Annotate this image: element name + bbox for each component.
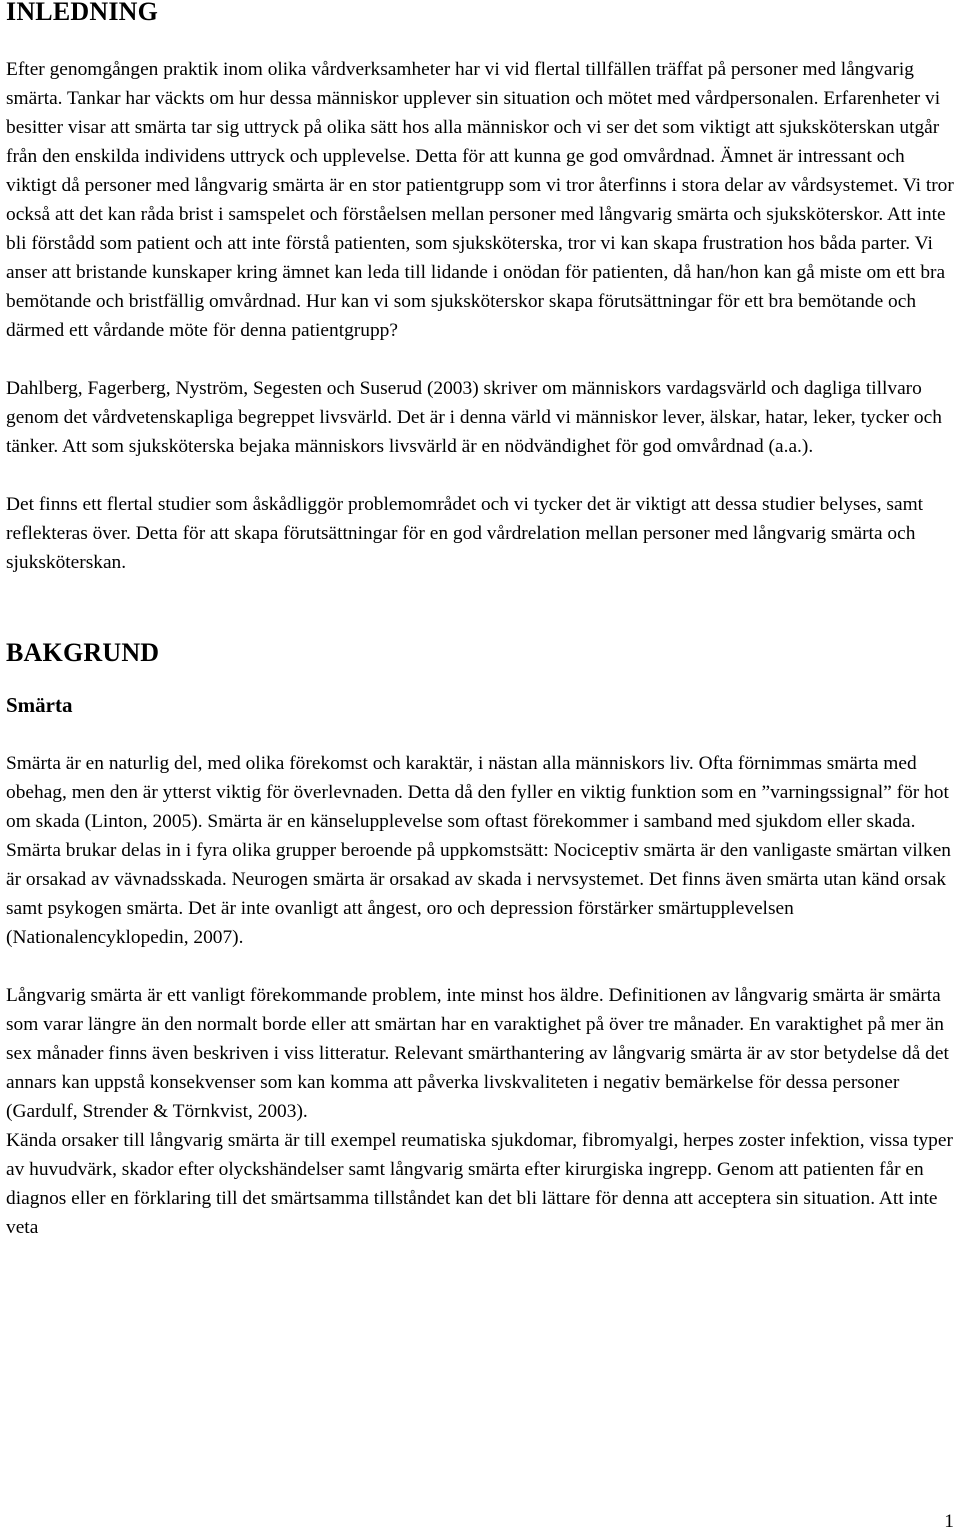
heading-inledning: INLEDNING	[6, 0, 159, 26]
intro-paragraph-1: Efter genomgången praktik inom olika vårdverksamheter har vi vid flertal tillfällen träffat på personer med långvarig smärta. Tankar har väckts om hur dessa människor upplever sin situation och mötet med vårdpersonalen. Erfarenheter vi besitter visar att smärta tar sig uttryck på olika sätt hos alla människor och vi ser det som viktigt att sjuksköterskan utgår från den enskilda individens uttryck och upplevelse. Detta för att kunna ge god omvårdnad. Ämnet är intressant och viktigt då personer med långvarig smärta är en stor patientgrupp som vi tror återfinns i stora delar av vårdsystemet. Vi tror också att det kan råda brist i samspelet och förståelsen mellan personer med långvarig smärta och sjuksköterskor. Att inte bli förstådd som patient och att inte förstå patienten, som sjuksköterska, tror vi kan skapa frustration hos båda parter. Vi anser att bristande kunskaper kring ämnet kan leda till lidande i onödan för patienten, då han/hon kan gå miste om ett bra bemötande och bristfällig omvårdnad. Hur kan vi som sjuksköterskor skapa förutsättningar för ett bra bemötande och därmed ett vårdande möte för denna patientgrupp?	[6, 59, 954, 341]
pain-paragraph-2: Långvarig smärta är ett vanligt förekommande problem, inte minst hos äldre. Definitionen av långvarig smärta är smärta som varar längre än den normalt borde eller att smärtan har en varaktighet på över tre månader. En varaktighet på mer än sex månader finns även beskriven i viss litteratur. Relevant smärthantering av långvarig smärta är av stor betydelse då det annars kan uppstå konsekvenser som kan komma att påverka livskvaliteten i negativ bemärkelse för dessa personer (Gardulf, Strender & Törnkvist, 2003).	[6, 985, 949, 1122]
heading-bakgrund: BAKGRUND	[6, 638, 160, 667]
pain-paragraph-1: Smärta är en naturlig del, med olika förekomst och karaktär, i nästan alla människors liv. Ofta förnimmas smärta med obehag, men den är ytterst viktig för överlevnaden. Detta då den fyller en viktig funktion som en ”varningssignal” för hot om skada (Linton, 2005). Smärta är en känselupplevelse som oftast förekommer i samband med sjukdom eller skada. Smärta brukar delas in i fyra olika grupper beroende på uppkomstsätt: Nociceptiv smärta är den vanligaste smärtan vilken är orsakad av vävnadsskada. Neurogen smärta är orsakad av skada i nervsystemet. Det finns även smärta utan känd orsak samt psykogen smärta. Det är inte ovanligt att ångest, oro och depression förstärker smärtupplevelsen (Nationalencyklopedin, 2007).	[6, 753, 951, 948]
intro-paragraph-2: Dahlberg, Fagerberg, Nyström, Segesten och Suserud (2003) skriver om människors vardagsvärld och dagliga tillvaro genom det vårdvetenskapliga begreppet livsvärld. Det är i denna värld vi människor lever, älskar, hatar, leker, tycker och tänker. Att som sjuksköterska bejaka människors livsvärld är en nödvändighet för god omvårdnad (a.a.).	[6, 378, 942, 457]
document-page	[6, 0, 954, 1242]
subheading-smarta: Smärta	[6, 693, 73, 717]
intro-paragraph-3: Det finns ett flertal studier som åskådliggör problemområdet och vi tycker det är viktigt att dessa studier belyses, samt reflekteras över. Detta för att skapa förutsättningar för en god vårdrelation mellan personer med långvarig smärta och sjuksköterskan.	[6, 494, 924, 573]
pain-paragraph-3: Kända orsaker till långvarig smärta är till exempel reumatiska sjukdomar, fibromyalgi, herpes zoster infektion, vissa typer av huvudvärk, skador efter olyckshändelser samt långvarig smärta efter kirurgiska ingrepp. Genom att patienten får en diagnos eller en förklaring till det smärtsamma tillståndet kan det bli lättare för denna att acceptera sin situation. Att inte veta	[6, 1130, 953, 1238]
page-number: 1	[944, 1511, 954, 1532]
